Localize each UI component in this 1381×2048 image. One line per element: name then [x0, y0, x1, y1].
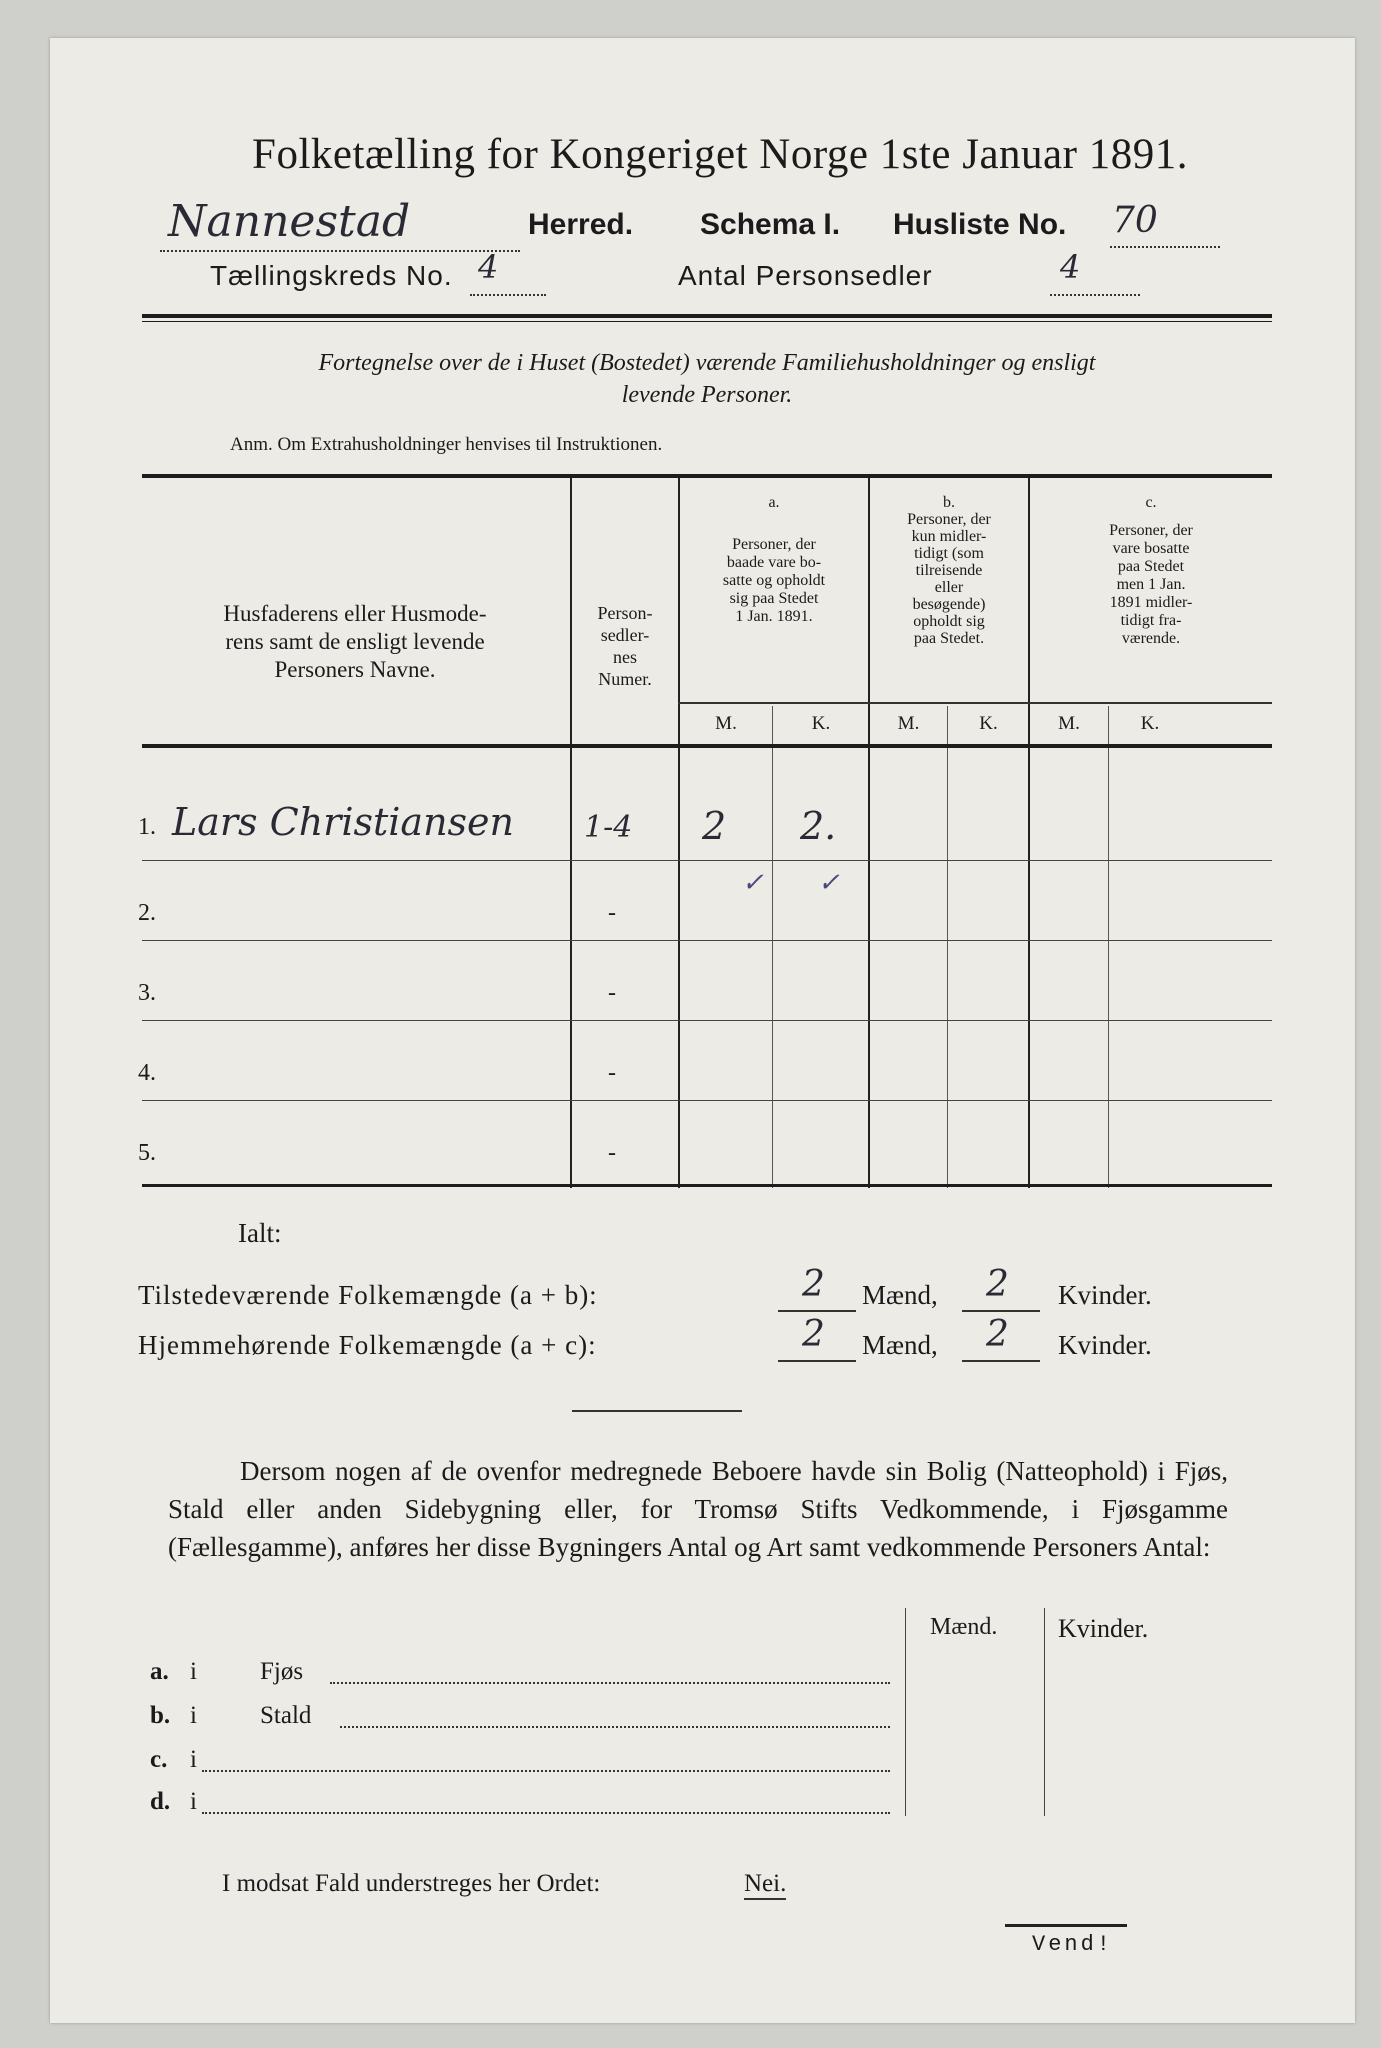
col-a-m: M.	[715, 713, 737, 734]
col-b-letter: b.	[943, 494, 955, 511]
col-a-line: satte og opholdt	[722, 572, 826, 589]
totals-line-2-label: Hjemmehørende Folkemængde (a + c):	[138, 1330, 597, 1360]
sidebuilding-kvinder-header: Kvinder.	[1058, 1614, 1149, 1643]
header-names-line: Husfaderens eller Husmode-	[223, 601, 487, 626]
header-person-numbers	[572, 602, 678, 690]
header-names-line: Personers Navne.	[274, 657, 436, 682]
checkmark-icon: ✓	[818, 868, 840, 898]
row-2-person-numbers: -	[608, 900, 616, 926]
header-col-a	[680, 494, 868, 626]
header-names	[150, 600, 560, 684]
row-4-person-numbers: -	[608, 1060, 616, 1086]
col-c-line: tidigt fra-	[1120, 612, 1182, 629]
header-col-b	[870, 494, 1028, 647]
col-a-line: 1 Jan. 1891.	[735, 608, 813, 625]
table-bottom-rule	[142, 1184, 1272, 1187]
item-c-dotted-line	[202, 1756, 890, 1772]
sidebuilding-col-sep-2	[1044, 1608, 1045, 1816]
table-header-bottom-rule	[142, 744, 1272, 748]
col-b-m: M.	[897, 713, 920, 734]
col-a-letter: a.	[768, 494, 780, 511]
personsedler-label: Antal Personsedler	[678, 260, 933, 291]
col-c-line: men 1 Jan.	[1116, 576, 1186, 593]
totals-line-2-maend: Mænd,	[862, 1330, 938, 1360]
row-3-person-numbers: -	[608, 980, 616, 1006]
header-num-line: sedler-	[600, 625, 650, 645]
spacer	[1030, 512, 1272, 522]
item-c-i: i	[190, 1746, 197, 1773]
c-mk-sep	[1108, 706, 1109, 1188]
header-names-line: rens samt de ensligt levende	[225, 629, 485, 654]
row-1-name: Lars Christiansen	[172, 800, 515, 844]
item-b-i: i	[190, 1702, 197, 1729]
col-c-line: 1891 midler-	[1109, 594, 1193, 611]
totals-line-2-m-underline	[778, 1360, 856, 1362]
herred-label: Herred.	[528, 208, 634, 241]
row-separator	[142, 940, 1272, 941]
item-c-letter: c.	[150, 1746, 168, 1773]
table-top-rule	[142, 474, 1272, 478]
totals-line-2-m: 2	[802, 1314, 825, 1355]
row-3-number: 3.	[138, 980, 156, 1006]
modsat-label: I modsat Fald understreges her Ordet:	[222, 1870, 601, 1897]
col-b-line: tilreisende	[915, 562, 983, 579]
totals-line-2-kvinder: Kvinder.	[1058, 1330, 1152, 1360]
col-c-line: værende.	[1121, 630, 1181, 647]
item-b-letter: b.	[150, 1702, 171, 1729]
husliste-value: 70	[1112, 200, 1158, 241]
row-1-a-k: 2.	[800, 804, 837, 848]
col-b-line: kun midler-	[911, 528, 987, 545]
sidebuilding-maend-header: Mænd.	[930, 1614, 998, 1640]
col-b-line: eller	[934, 579, 964, 596]
col-c-line: paa Stedet	[1117, 558, 1185, 575]
section-divider	[572, 1410, 742, 1412]
item-b-dotted-line	[340, 1712, 890, 1728]
col-b-line: opholdt sig	[913, 613, 985, 630]
kreds-label: Tællingskreds No.	[210, 260, 453, 291]
ialt-label: Ialt:	[238, 1218, 282, 1248]
row-4-number: 4.	[138, 1060, 156, 1086]
totals-line-2-k-underline	[962, 1360, 1040, 1362]
row-5-person-numbers: -	[608, 1140, 616, 1166]
item-b-label: Stald	[260, 1702, 312, 1729]
table-col-sep-1	[570, 478, 572, 1188]
form-title: Folketælling for Kongeriget Norge 1ste Januar 1891.	[252, 131, 1188, 178]
col-c-m: M.	[1058, 713, 1080, 734]
a-mk-sep	[772, 706, 773, 1188]
header-num-line: nes	[613, 647, 637, 667]
row-1-person-numbers: 1-4	[584, 810, 633, 845]
husliste-label: Husliste No.	[893, 208, 1067, 241]
col-a-line: baade vare bo-	[726, 554, 822, 571]
modsat-word: Nei.	[744, 1870, 786, 1900]
col-b-line: Personer, der	[907, 511, 991, 528]
row-separator	[142, 1100, 1272, 1101]
row-2-number: 2.	[138, 900, 156, 926]
row-separator	[142, 860, 1272, 861]
herred-handwritten: Nannestad	[168, 196, 411, 247]
kreds-value: 4	[478, 248, 499, 286]
item-a-i: i	[190, 1658, 197, 1685]
personsedler-value: 4	[1060, 248, 1081, 286]
totals-line-1-m: 2	[802, 1264, 825, 1305]
header-num-line: Person-	[597, 603, 653, 623]
totals-line-1-k: 2	[986, 1264, 1009, 1305]
col-c-line: Personer, der	[1109, 522, 1193, 539]
header-num-line: Numer.	[598, 669, 652, 689]
intro-line-1: Fortegnelse over de i Huset (Bostedet) værende Familiehusholdninger og ensligt	[318, 350, 1096, 376]
row-1-number: 1.	[138, 814, 156, 840]
totals-line-1-k-underline	[962, 1310, 1040, 1312]
totals-line-2-k: 2	[986, 1314, 1009, 1355]
anm-note: Anm. Om Extrahusholdninger henvises til Instruktionen.	[230, 434, 663, 455]
row-1-a-m: 2	[702, 804, 727, 848]
row-5-number: 5.	[138, 1140, 156, 1166]
item-d-i: i	[190, 1788, 197, 1815]
totals-line-1-maend: Mænd,	[862, 1280, 938, 1310]
sidebuilding-paragraph: Dersom nogen af de ovenfor medregnede Beboere havde sin Bolig (Natteophold) i Fjøs, Stald eller anden Sidebygning eller, for Tromsø Stifts Vedkommende, i Fjøsgamme (Fællesgamme), anføres her disse Bygningers Antal og Art samt vedkommende Personers Antal:	[168, 1456, 1228, 1562]
col-a-k: K.	[811, 713, 831, 734]
totals-line-1-kvinder: Kvinder.	[1058, 1280, 1152, 1310]
col-c-letter: c.	[1145, 494, 1157, 511]
col-b-line: tidigt (som	[914, 545, 984, 562]
col-c-line: vare bosatte	[1112, 540, 1190, 557]
item-d-dotted-line	[202, 1798, 890, 1814]
col-a-line: Personer, der	[732, 536, 816, 553]
vend-rule	[1005, 1924, 1127, 1927]
item-d-letter: d.	[150, 1788, 171, 1815]
col-c-k: K.	[1140, 713, 1160, 734]
header-rule-thin	[142, 321, 1272, 322]
mk-header-line	[678, 702, 1272, 704]
col-b-line: paa Stedet.	[913, 630, 985, 647]
header-rule	[142, 314, 1272, 318]
spacer	[680, 512, 868, 536]
b-mk-sep	[947, 706, 948, 1188]
col-b-line: besøgende)	[912, 596, 986, 613]
header-col-c	[1030, 494, 1272, 648]
sidebuilding-col-sep-1	[905, 1608, 906, 1816]
totals-line-1-label: Tilstedeværende Folkemængde (a + b):	[138, 1280, 598, 1310]
item-a-label: Fjøs	[260, 1658, 304, 1685]
census-form-sheet	[50, 38, 1355, 2023]
vend-label: Vend!	[1032, 1932, 1114, 1957]
item-a-letter: a.	[150, 1658, 169, 1685]
col-a-line: sig paa Stedet	[729, 590, 819, 607]
item-a-dotted-line	[330, 1668, 890, 1684]
col-b-k: K.	[979, 713, 998, 734]
intro-line-2: levende Personer.	[621, 382, 793, 408]
schema-label: Schema I.	[700, 208, 841, 241]
totals-line-1-m-underline	[778, 1310, 856, 1312]
row-separator	[142, 1020, 1272, 1021]
checkmark-icon: ✓	[742, 868, 764, 898]
